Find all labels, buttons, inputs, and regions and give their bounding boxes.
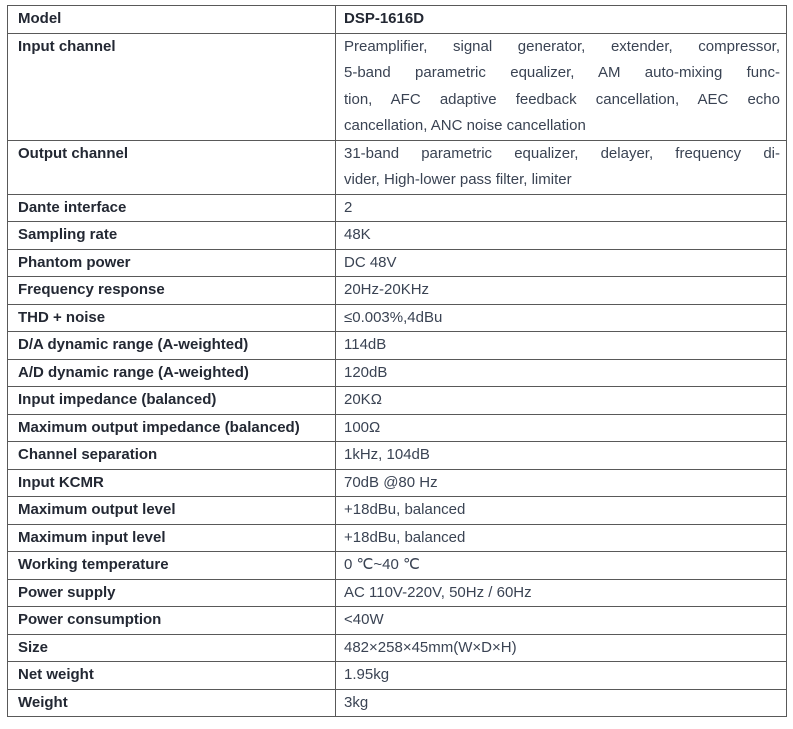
spec-value: 1.95kg <box>336 662 787 690</box>
spec-row-power-supply <box>8 579 787 607</box>
spec-label: Power supply <box>8 579 336 607</box>
spec-row-dante-interface <box>8 194 787 222</box>
spec-row-weight <box>8 689 787 717</box>
spec-value: 48K <box>336 222 787 250</box>
spec-label: Maximum output impedance (balanced) <box>8 414 336 442</box>
spec-row-ad-dynamic-range <box>8 359 787 387</box>
spec-row-max-input-level <box>8 524 787 552</box>
spec-row-input-impedance <box>8 387 787 415</box>
spec-value: 482×258×45mm(W×D×H) <box>336 634 787 662</box>
spec-row-working-temperature <box>8 552 787 580</box>
spec-label: Maximum input level <box>8 524 336 552</box>
spec-value: Preamplifier, signal generator, extender, compressor, 5-band parametric equalizer, AM auto-mixing func- tion, AFC adaptive feedback cancellation, AEC echo cancellation, ANC noise cancellation <box>336 33 787 140</box>
spec-row-phantom-power <box>8 249 787 277</box>
spec-value: 3kg <box>336 689 787 717</box>
spec-label: Sampling rate <box>8 222 336 250</box>
spec-label: Weight <box>8 689 336 717</box>
spec-row-thd-noise <box>8 304 787 332</box>
spec-label: Phantom power <box>8 249 336 277</box>
spec-value: ≤0.003%,4dBu <box>336 304 787 332</box>
spec-label: Size <box>8 634 336 662</box>
spec-label: Channel separation <box>8 442 336 470</box>
spec-value: 70dB @80 Hz <box>336 469 787 497</box>
spec-label: Input impedance (balanced) <box>8 387 336 415</box>
spec-label: Frequency response <box>8 277 336 305</box>
spec-value: <40W <box>336 607 787 635</box>
spec-value: 20KΩ <box>336 387 787 415</box>
spec-value: 1kHz, 104dB <box>336 442 787 470</box>
spec-label: Working temperature <box>8 552 336 580</box>
spec-row-channel-separation <box>8 442 787 470</box>
spec-row-net-weight <box>8 662 787 690</box>
spec-value: +18dBu, balanced <box>336 524 787 552</box>
spec-label: Input KCMR <box>8 469 336 497</box>
spec-row-size <box>8 634 787 662</box>
spec-row-sampling-rate <box>8 222 787 250</box>
spec-value: 114dB <box>336 332 787 360</box>
spec-row-max-output-impedance <box>8 414 787 442</box>
spec-value: 2 <box>336 194 787 222</box>
spec-label: Dante interface <box>8 194 336 222</box>
spec-value: +18dBu, balanced <box>336 497 787 525</box>
spec-table <box>7 5 787 717</box>
spec-label: A/D dynamic range (A-weighted) <box>8 359 336 387</box>
spec-value: 100Ω <box>336 414 787 442</box>
spec-value: DC 48V <box>336 249 787 277</box>
spec-row-input-kcmr <box>8 469 787 497</box>
spec-row-output-channel <box>8 140 787 194</box>
spec-value: 0 ℃~40 ℃ <box>336 552 787 580</box>
spec-label: Model <box>8 6 336 34</box>
spec-value: 120dB <box>336 359 787 387</box>
spec-row-input-channel <box>8 33 787 140</box>
spec-label: Input channel <box>8 33 336 140</box>
spec-label: THD + noise <box>8 304 336 332</box>
spec-value: AC 110V-220V, 50Hz / 60Hz <box>336 579 787 607</box>
spec-label: Maximum output level <box>8 497 336 525</box>
spec-row-frequency-response <box>8 277 787 305</box>
spec-row-da-dynamic-range <box>8 332 787 360</box>
spec-value: 31-band parametric equalizer, delayer, frequency di- vider, High-lower pass filter, limiter <box>336 140 787 194</box>
spec-value: 20Hz-20KHz <box>336 277 787 305</box>
spec-row-power-consumption <box>8 607 787 635</box>
spec-label: Net weight <box>8 662 336 690</box>
spec-label: Power consumption <box>8 607 336 635</box>
spec-label: Output channel <box>8 140 336 194</box>
spec-value: DSP-1616D <box>336 6 787 34</box>
spec-label: D/A dynamic range (A-weighted) <box>8 332 336 360</box>
spec-row-model <box>8 6 787 34</box>
spec-row-max-output-level <box>8 497 787 525</box>
